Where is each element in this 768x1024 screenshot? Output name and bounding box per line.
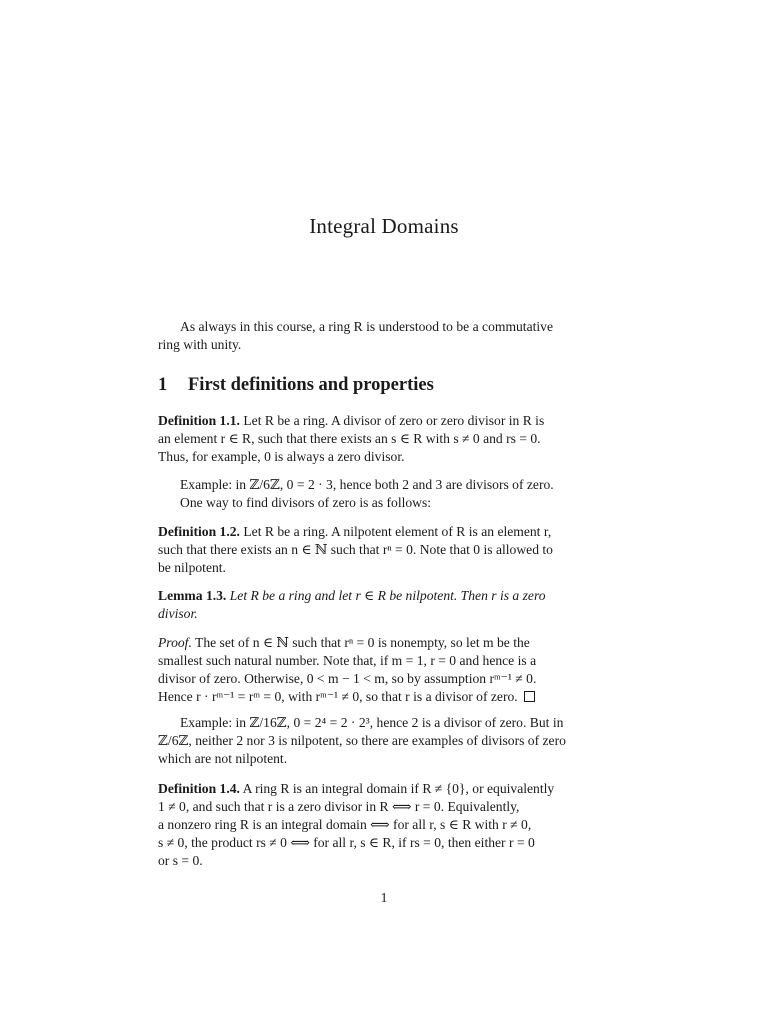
intro-paragraph <box>180 318 610 336</box>
intro-line: ring with unity. <box>158 337 242 352</box>
lemma-text: Let R be a ring and let r ∈ R be nilpotent. Then r is a zero <box>229 588 546 603</box>
example-text: ℤ/6ℤ, neither 2 nor 3 is nilpotent, so there are examples of divisors of zero <box>158 733 566 748</box>
definition-1-1 <box>158 412 610 466</box>
definition-text: a nonzero ring R is an integral domain ⟺ for all r, s ∈ R with r ≠ 0, <box>158 817 532 832</box>
proof <box>158 634 610 706</box>
definition-text: be nilpotent. <box>158 560 226 575</box>
example-text: Example: in ℤ/6ℤ, 0 = 2 · 3, hence both 2 and 3 are divisors of zero. <box>180 477 554 492</box>
page-number: 1 <box>380 890 388 905</box>
proof-text: smallest such natural number. Note that, if m = 1, r = 0 and hence is a <box>158 653 537 668</box>
example-text: Example: in ℤ/16ℤ, 0 = 2⁴ = 2 · 2³, hence 2 is a divisor of zero. But in <box>180 715 564 730</box>
definition-text: Let R be a ring. A nilpotent element of R is an element r, <box>243 524 552 539</box>
lemma-text: divisor. <box>158 606 198 621</box>
section-title: First definitions and properties <box>188 375 434 395</box>
definition-text: an element r ∈ R, such that there exists an s ∈ R with s ≠ 0 and rs = 0. <box>158 431 541 446</box>
example-2-cont <box>158 732 610 768</box>
proof-text: Hence r · rᵐ⁻¹ = rᵐ = 0, with rᵐ⁻¹ ≠ 0, so that r is a divisor of zero. <box>158 689 518 704</box>
definition-label: Definition 1.1. <box>158 413 240 428</box>
proof-text: divisor of zero. Otherwise, 0 < m − 1 < m, so by assumption rᵐ⁻¹ ≠ 0. <box>158 671 537 686</box>
section-heading <box>158 375 434 396</box>
lemma-label: Lemma 1.3. <box>158 588 227 603</box>
proof-text: The set of n ∈ ℕ such that rⁿ = 0 is nonempty, so let m be the <box>195 635 530 650</box>
section-number: 1 <box>158 375 168 395</box>
definition-1-2 <box>158 523 610 577</box>
example-2 <box>180 714 610 732</box>
intro-line: As always in this course, a ring R is understood to be a commutative <box>180 319 554 334</box>
definition-text: 1 ≠ 0, and such that r is a zero divisor in R ⟺ r = 0. Equivalently, <box>158 799 520 814</box>
definition-text: s ≠ 0, the product rs ≠ 0 ⟺ for all r, s ∈ R, if rs = 0, then either r = 0 <box>158 835 535 850</box>
definition-label: Definition 1.4. <box>158 781 240 796</box>
example-text: One way to find divisors of zero is as follows: <box>180 495 432 510</box>
definition-text: Let R be a ring. A divisor of zero or zero divisor in R is <box>243 413 545 428</box>
definition-text: such that there exists an n ∈ ℕ such that rⁿ = 0. Note that 0 is allowed to <box>158 542 553 557</box>
definition-text: A ring R is an integral domain if R ≠ {0}, or equivalently <box>242 781 555 796</box>
definition-1-4 <box>158 780 610 870</box>
proof-label: Proof. <box>158 635 192 650</box>
example-1 <box>180 476 610 512</box>
intro-paragraph-cont <box>158 336 610 354</box>
definition-label: Definition 1.2. <box>158 524 240 539</box>
definition-text: or s = 0. <box>158 853 203 868</box>
document-title: Integral Domains <box>309 214 459 238</box>
qed-square-icon <box>524 691 535 702</box>
lemma-1-3 <box>158 587 610 623</box>
definition-text: Thus, for example, 0 is always a zero divisor. <box>158 449 405 464</box>
example-text: which are not nilpotent. <box>158 751 288 766</box>
